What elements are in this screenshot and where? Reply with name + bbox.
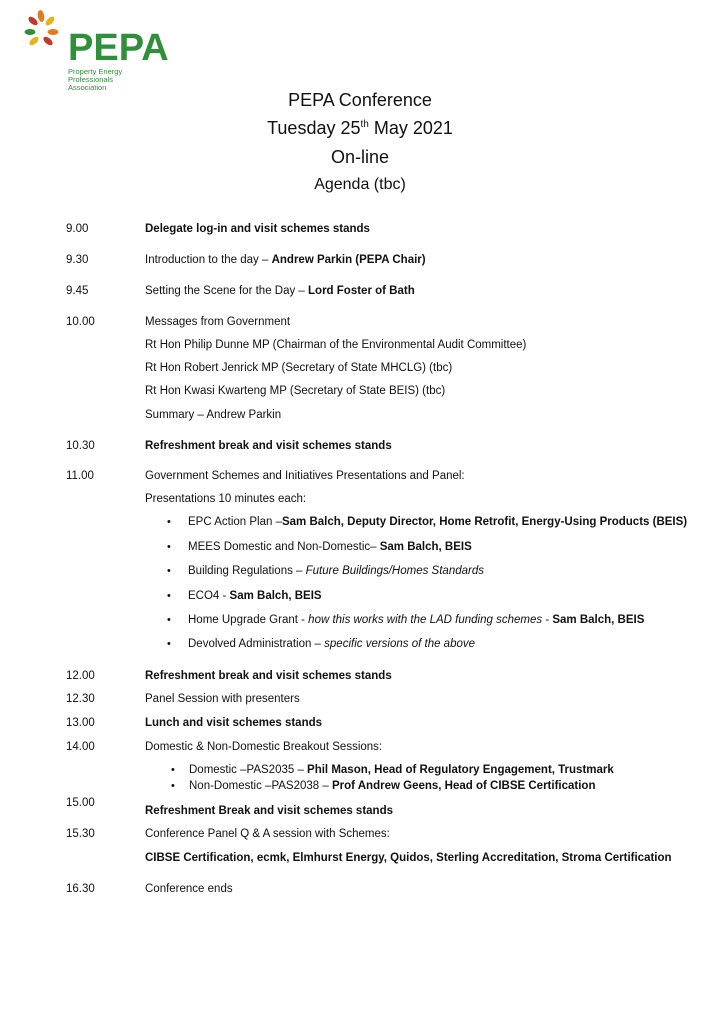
item-9-30-speaker: Andrew Parkin (PEPA Chair) bbox=[271, 254, 426, 266]
conference-title: PEPA Conference bbox=[288, 90, 432, 110]
bullet-icon: • bbox=[167, 590, 171, 602]
time-15-00: 15.00 bbox=[66, 797, 95, 809]
time-10-00: 10.00 bbox=[66, 316, 95, 328]
item-15-30-schemes: CIBSE Certification, ecmk, Elmhurst Energy, Quidos, Sterling Accreditation, Stroma Certification bbox=[145, 852, 672, 864]
leaf-cluster-icon bbox=[24, 8, 64, 52]
item-15-30: Conference Panel Q & A session with Schemes: bbox=[145, 828, 390, 840]
conference-format: On-line bbox=[330, 147, 390, 167]
item-15-00: Refreshment Break and visit schemes stands bbox=[145, 805, 393, 817]
breakout-domestic-title: Domestic –PAS2035 – bbox=[189, 764, 308, 776]
breakout-non-domestic-title: Non-Domestic –PAS2038 – bbox=[189, 780, 332, 792]
item-16-30: Conference ends bbox=[145, 883, 233, 895]
item-9-30 bbox=[145, 253, 426, 267]
presentation-mees-speaker: Sam Balch, BEIS bbox=[379, 541, 472, 553]
item-13-00: Lunch and visit schemes stands bbox=[145, 717, 323, 729]
presentation-devolved bbox=[188, 638, 475, 650]
presentation-epc-speaker: Sam Balch, Deputy Director, Home Retrofit, Energy-Using Products (BEIS) bbox=[281, 516, 688, 528]
time-12-00: 12.00 bbox=[66, 670, 95, 682]
item-11-00-sub: Presentations 10 minutes each: bbox=[145, 493, 307, 505]
logo-subtitle bbox=[68, 68, 144, 92]
logo-subtitle-line1: Property Energy bbox=[68, 67, 123, 76]
bullet-icon: • bbox=[171, 780, 175, 792]
bullet-icon: • bbox=[167, 614, 171, 626]
breakout-domestic bbox=[189, 764, 614, 776]
date-sup: th bbox=[360, 119, 369, 130]
logo-wordmark: PEPA bbox=[68, 27, 169, 69]
presentation-hug-detail: how this works with the LAD funding schemes bbox=[308, 614, 543, 626]
item-10-00-summary: Summary – Andrew Parkin bbox=[145, 409, 282, 421]
presentation-building-regs-detail: Future Buildings/Homes Standards bbox=[305, 565, 484, 577]
item-9-45-speaker: Lord Foster of Bath bbox=[308, 285, 415, 297]
time-9-30: 9.30 bbox=[66, 254, 89, 266]
presentation-devolved-title: Devolved Administration – bbox=[188, 638, 325, 650]
pepa-logo bbox=[24, 8, 169, 92]
item-10-00-speaker-2: Rt Hon Robert Jenrick MP (Secretary of State MHCLG) (tbc) bbox=[145, 362, 453, 374]
breakout-domestic-speaker: Phil Mason, Head of Regulatory Engagement, Trustmark bbox=[307, 764, 614, 776]
time-15-30: 15.30 bbox=[66, 828, 95, 840]
item-14-00: Domestic & Non-Domestic Breakout Sessions: bbox=[145, 741, 383, 753]
presentation-hug bbox=[188, 614, 644, 626]
item-10-30: Refreshment break and visit schemes stands bbox=[145, 440, 392, 452]
bullet-icon: • bbox=[167, 638, 171, 650]
presentation-hug-title: Home Upgrade Grant - bbox=[188, 614, 309, 626]
presentation-building-regs bbox=[188, 565, 484, 577]
item-9-45-text: Setting the Scene for the Day – bbox=[145, 285, 309, 297]
time-14-00: 14.00 bbox=[66, 741, 95, 753]
presentation-building-regs-title: Building Regulations – bbox=[188, 565, 306, 577]
bullet-icon: • bbox=[167, 541, 171, 553]
breakout-non-domestic-speaker: Prof Andrew Geens, Head of CIBSE Certification bbox=[331, 780, 596, 792]
presentation-mees-title: MEES Domestic and Non-Domestic– bbox=[188, 541, 380, 553]
presentation-hug-speaker: Sam Balch, BEIS bbox=[552, 614, 645, 626]
time-10-30: 10.30 bbox=[66, 440, 95, 452]
presentation-devolved-detail: specific versions of the above bbox=[324, 638, 476, 650]
item-9-30-text: Introduction to the day – bbox=[145, 254, 272, 266]
date-prefix: Tuesday 25 bbox=[267, 118, 361, 138]
bullet-icon: • bbox=[167, 565, 171, 577]
item-9-00: Delegate log-in and visit schemes stands bbox=[145, 223, 370, 235]
item-9-45 bbox=[145, 284, 415, 298]
bullet-icon: • bbox=[167, 516, 171, 528]
item-12-00: Refreshment break and visit schemes stands bbox=[145, 670, 392, 682]
item-10-00: Messages from Government bbox=[145, 316, 291, 328]
presentation-epc-title: EPC Action Plan – bbox=[188, 516, 282, 528]
time-12-30: 12.30 bbox=[66, 693, 95, 705]
item-12-30: Panel Session with presenters bbox=[145, 693, 300, 705]
agenda-heading: Agenda (tbc) bbox=[314, 176, 406, 193]
item-11-00: Government Schemes and Initiatives Presentations and Panel: bbox=[145, 470, 465, 482]
time-13-00: 13.00 bbox=[66, 717, 95, 729]
presentation-hug-sep: - bbox=[542, 614, 553, 626]
time-11-00: 11.00 bbox=[66, 470, 94, 482]
time-9-00: 9.00 bbox=[66, 223, 89, 235]
breakout-non-domestic bbox=[189, 780, 595, 792]
item-10-00-speaker-1: Rt Hon Philip Dunne MP (Chairman of the Environmental Audit Committee) bbox=[145, 339, 527, 351]
conference-date bbox=[0, 118, 720, 139]
time-9-45: 9.45 bbox=[66, 285, 89, 297]
presentation-eco4-speaker: Sam Balch, BEIS bbox=[229, 590, 322, 602]
bullet-icon: • bbox=[171, 764, 175, 776]
logo-subtitle-line2: Professionals Association bbox=[68, 75, 114, 92]
date-suffix: May 2021 bbox=[368, 118, 453, 138]
presentation-eco4 bbox=[188, 590, 322, 602]
item-10-00-speaker-3: Rt Hon Kwasi Kwarteng MP (Secretary of State BEIS) (tbc) bbox=[145, 385, 446, 397]
presentation-epc bbox=[188, 516, 687, 528]
presentation-mees bbox=[188, 541, 472, 553]
presentation-eco4-title: ECO4 - bbox=[188, 590, 230, 602]
time-16-30: 16.30 bbox=[66, 883, 95, 895]
